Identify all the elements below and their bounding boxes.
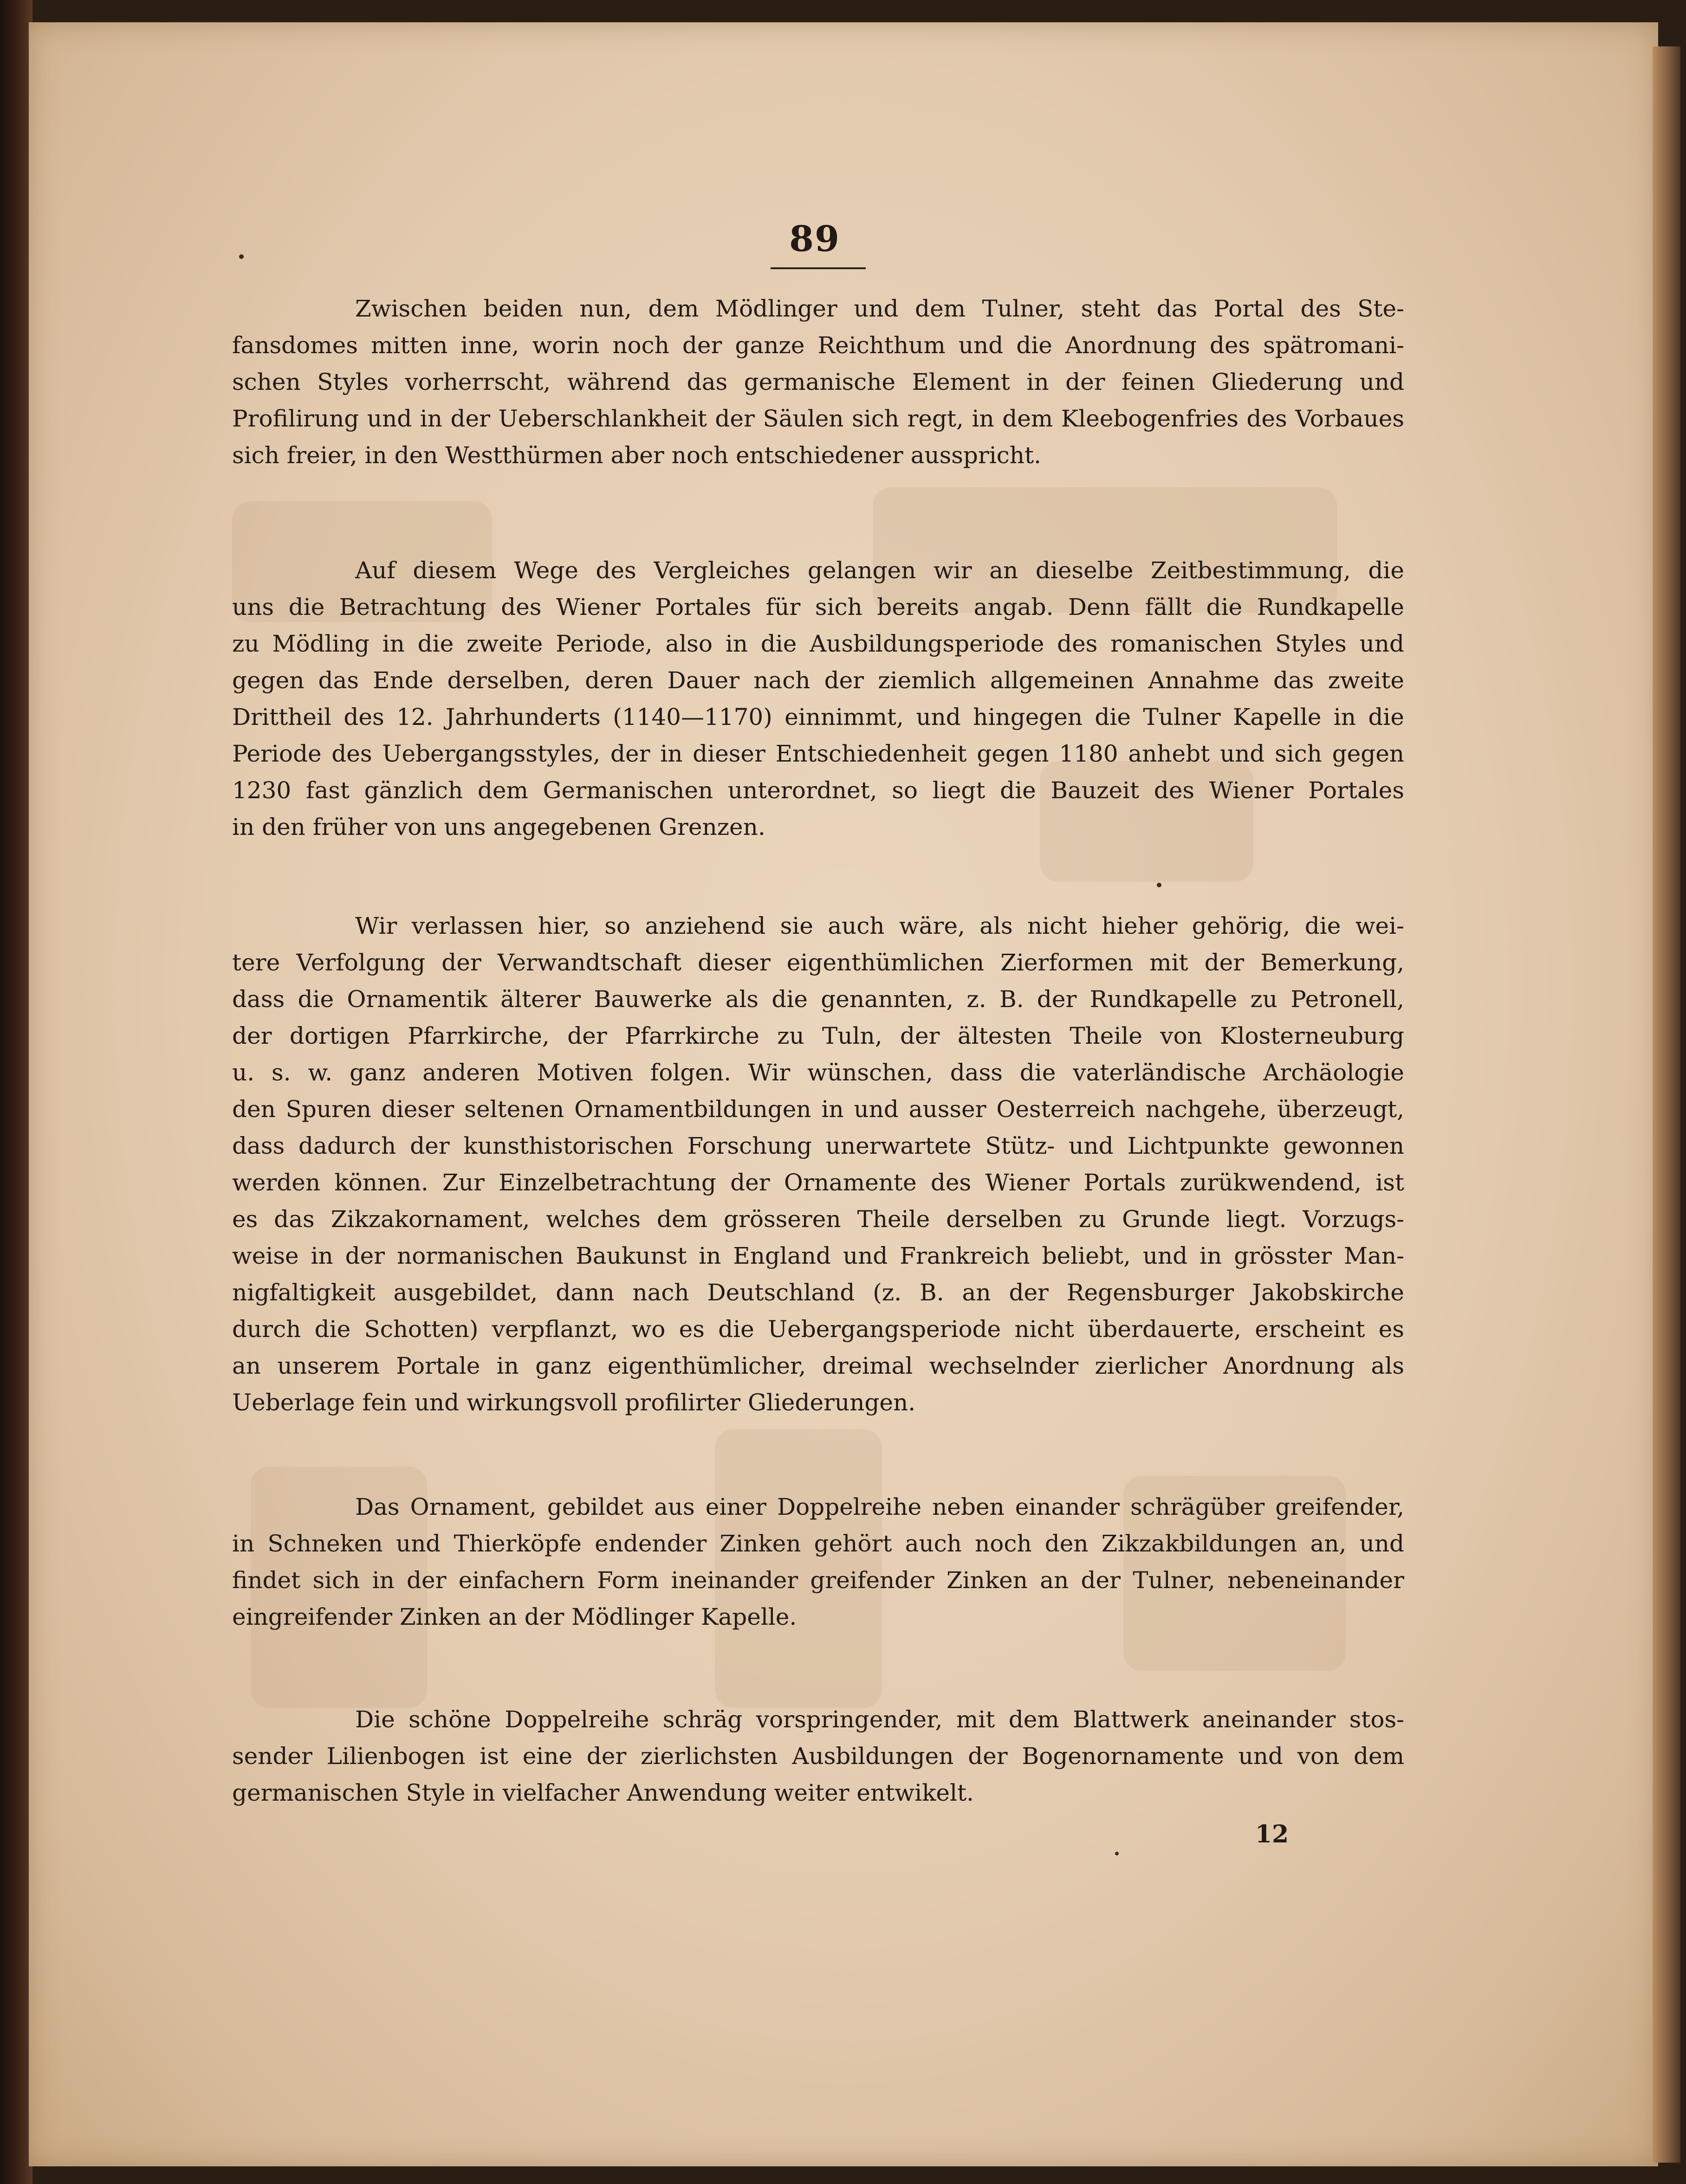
- text-line: gegen das Ende derselben, deren Dauer nach der ziemlich allgemeinen Annahme das zweite: [232, 667, 1404, 694]
- text-line: durch die Schotten) verpflanzt, wo es die Uebergangsperiode nicht überdauerte, erscheint es: [232, 1316, 1404, 1343]
- text-line: der dortigen Pfarrkirche, der Pfarrkirche zu Tuln, der ältesten Theile von Klosterneuburg: [232, 1022, 1404, 1049]
- text-line: Zwischen beiden nun, dem Mödlinger und dem Tulner, steht das Portal des Ste-: [355, 295, 1404, 322]
- text-line: 1230 fast gänzlich dem Germanischen unterordnet, so liegt die Bauzeit des Wiener Portales: [232, 777, 1404, 804]
- text-line: nigfaltigkeit ausgebildet, dann nach Deutschland (z. B. an der Regensburger Jakobskirche: [232, 1279, 1404, 1306]
- signature-mark: 12: [1255, 1820, 1289, 1848]
- paragraph-4: [232, 1489, 1404, 1635]
- text-line: es das Zikzakornament, welches dem grösseren Theile derselben zu Grunde liegt. Vorzugs-: [232, 1206, 1404, 1233]
- text-line: in Schneken und Thierköpfe endender Zinken gehört auch noch den Zikzakbildungen an, und: [232, 1530, 1404, 1557]
- page-number: 89: [789, 218, 840, 259]
- paragraph-5: [232, 1701, 1404, 1811]
- paper-speck: [1157, 883, 1161, 887]
- text-line: Periode des Uebergangsstyles, der in dieser Entschiedenheit gegen 1180 anhebt und sich gegen: [232, 740, 1404, 767]
- text-line: uns die Betrachtung des Wiener Portales für sich bereits angab. Denn fällt die Rundkapelle: [232, 594, 1404, 620]
- text-line: weise in der normanischen Baukunst in England und Frankreich beliebt, und in grösster Man-: [232, 1242, 1404, 1269]
- page-number-rule: [771, 267, 866, 269]
- text-line: Auf diesem Wege des Vergleiches gelangen wir an dieselbe Zeitbestimmung, die: [355, 557, 1404, 584]
- paper-speck: [239, 254, 244, 259]
- text-line: sich freier, in den Westthürmen aber noch entschiedener ausspricht.: [232, 442, 1041, 469]
- text-line: schen Styles vorherrscht, während das germanische Element in der feinen Gliederung und: [232, 368, 1404, 395]
- paragraph-2: [232, 552, 1404, 846]
- text-line: Ueberlage fein und wirkungsvoll profilirter Gliederungen.: [232, 1389, 916, 1416]
- text-line: Die schöne Doppelreihe schräg vorspringender, mit dem Blattwerk aneinander stos-: [355, 1706, 1404, 1733]
- text-line: u. s. w. ganz anderen Motiven folgen. Wir wünschen, dass die vaterländische Archäologie: [232, 1059, 1404, 1086]
- text-line: eingreifender Zinken an der Mödlinger Kapelle.: [232, 1603, 797, 1630]
- text-line: dass die Ornamentik älterer Bauwerke als die genannten, z. B. der Rundkapelle zu Petronell,: [232, 986, 1404, 1013]
- text-line: werden können. Zur Einzelbetrachtung der Ornamente des Wiener Portals zurükwendend, ist: [232, 1169, 1404, 1196]
- paragraph-3: [232, 908, 1404, 1421]
- paragraph-1: [232, 291, 1404, 474]
- text-line: Das Ornament, gebildet aus einer Doppelreihe neben einander schrägüber greifender,: [355, 1493, 1404, 1520]
- book-spine: [0, 0, 32, 2184]
- text-line: Wir verlassen hier, so anziehend sie auch wäre, als nicht hieher gehörig, die wei-: [355, 912, 1404, 939]
- text-line: findet sich in der einfachern Form ineinander greifender Zinken an der Tulner, nebeneinander: [232, 1567, 1404, 1594]
- text-line: an unserem Portale in ganz eigenthümlicher, dreimal wechselnder zierlicher Anordnung als: [232, 1352, 1404, 1379]
- text-line: Drittheil des 12. Jahrhunderts (1140—1170) einnimmt, und hingegen die Tulner Kapelle in die: [232, 704, 1404, 730]
- paper-speck: [1115, 1852, 1119, 1855]
- text-line: tere Verfolgung der Verwandtschaft dieser eigenthümlichen Zierformen mit der Bemerkung,: [232, 949, 1404, 976]
- text-line: sender Lilienbogen ist eine der zierlichsten Ausbildungen der Bogenornamente und von dem: [232, 1743, 1404, 1770]
- text-line: dass dadurch der kunsthistorischen Forschung unerwartete Stütz- und Lichtpunkte gewonnen: [232, 1132, 1404, 1159]
- text-line: zu Mödling in die zweite Periode, also in die Ausbildungsperiode des romanischen Styles und: [232, 630, 1404, 657]
- page-edge: [1653, 46, 1680, 2163]
- text-line: germanischen Style in vielfacher Anwendung weiter entwikelt.: [232, 1779, 974, 1806]
- text-line: in den früher von uns angegebenen Grenzen.: [232, 814, 765, 840]
- text-line: Profilirung und in der Ueberschlankheit der Säulen sich regt, in dem Kleebogenfries des Vorbaues: [232, 405, 1404, 432]
- text-line: fansdomes mitten inne, worin noch der ganze Reichthum und die Anordnung des spätromani-: [232, 332, 1404, 359]
- text-line: den Spuren dieser seltenen Ornamentbildungen in und ausser Oesterreich nachgehe, überzeugt,: [232, 1096, 1404, 1123]
